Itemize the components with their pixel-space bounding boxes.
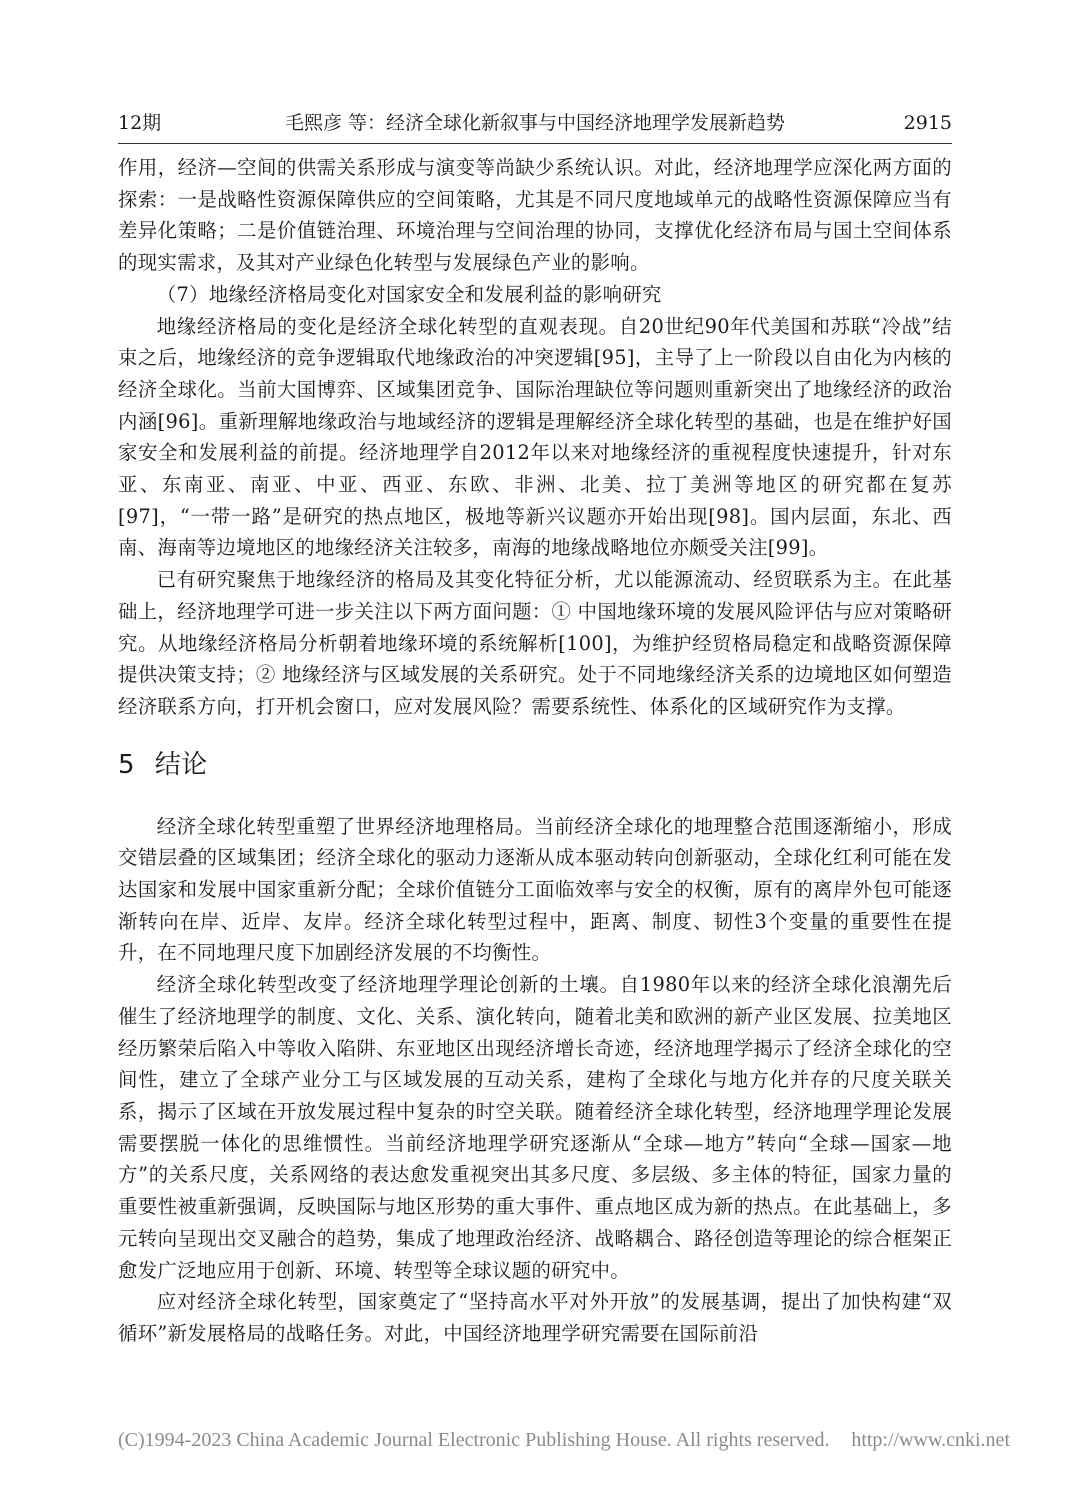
section-title: 结论 xyxy=(154,749,208,780)
paragraph-conclusion-1: 经济全球化转型重塑了世界经济地理格局。当前经济全球化的地理整合范围逐渐缩小，形成交错层叠的区域集团；经济全球化的驱动力逐渐从成本驱动转向创新驱动，全球化红利可能在发达国家和发展中国家重新分配；全球价值链分工面临效率与安全的权衡，原有的离岸外包可能逐渐转向在岸、近岸、友岸。经济全球化转型过程中，距离、制度、韧性3个变量的重要性在提升，在不同地理尺度下加剧经济发展的不均衡性。 xyxy=(118,814,952,965)
paragraph-conclusion-3: 应对经济全球化转型，国家奠定了“坚持高水平对外开放”的发展基调，提出了加快构建“双循环”新发展格局的战略任务。对此，中国经济地理学研究需要在国际前沿 xyxy=(118,1290,952,1345)
paragraph-geoeconomics: 地缘经济格局的变化是经济全球化转型的直观表现。自20世纪90年代美国和苏联“冷战”结束之后，地缘经济的竞争逻辑取代地缘政治的冲突逻辑[95]，主导了上一阶段以自由化为内核的经济全球化。当前大国博弈、区域集团竞争、国际治理缺位等问题则重新突出了地缘经济的政治内涵[96]。重新理解地缘政治与地域经济的逻辑是理解经济全球化转型的基础，也是在维护好国家安全和发展利益的前提。经济地理学自2012年以来对地缘经济的重视程度快速提升，针对东亚、东南亚、南亚、中亚、西亚、东欧、非洲、北美、拉丁美洲等地区的研究都在复苏[97]，“一带一路”是研究的热点地区，极地等新兴议题亦开始出现[98]。国内层面，东北、西南、海南等边境地区的地缘经济关注较多，南海的地缘战略地位亦颇受关注[99]。 xyxy=(118,314,952,560)
running-title: 毛熙彦 等：经济全球化新叙事与中国经济地理学发展新趋势 xyxy=(284,112,786,134)
section-number: 5 xyxy=(118,749,135,780)
page-number: 2915 xyxy=(903,112,952,134)
article-body xyxy=(118,152,952,1350)
header-rule xyxy=(118,143,952,144)
publisher-url[interactable]: http://www.cnki.net xyxy=(851,1429,1010,1451)
issue-label: 12期 xyxy=(118,112,162,134)
copyright-notice: (C)1994-2023 China Academic Journal Electronic Publishing House. All rights reserved. xyxy=(118,1429,830,1451)
paragraph-conclusion-2: 经济全球化转型改变了经济地理学理论创新的土壤。自1980年以来的经济全球化浪潮先后催生了经济地理学的制度、文化、关系、演化转向，随着北美和欧洲的新产业区发展、拉美地区经历繁荣后陷入中等收入陷阱、东亚地区出现经济增长奇迹，经济地理学揭示了经济全球化的空间性，建立了全球产业分工与区域发展的互动关系，建构了全球化与地方化并存的尺度关联关系，揭示了区域在开放发展过程中复杂的时空关联。随着经济全球化转型，经济地理学理论发展需要摆脱一体化的思维惯性。当前经济地理学研究逐渐从“全球—地方”转向“全球—国家—地方”的关系尺度，关系网络的表达愈发重视突出其多尺度、多层级、多主体的特征，国家力量的重要性被重新强调，反映国际与地区形势的重大事件、重点地区成为新的热点。在此基础上，多元转向呈现出交叉融合的趋势，集成了地理政治经济、战略耦合、路径创造等理论的综合框架正愈发广泛地应用于创新、环境、转型等全球议题的研究中。 xyxy=(118,973,952,1282)
paragraph-continued: 作用，经济—空间的供需关系形成与演变等尚缺少系统认识。对此，经济地理学应深化两方面的探索：一是战略性资源保障供应的空间策略，尤其是不同尺度地域单元的战略性资源保障应当有差异化策略；二是价值链治理、环境治理与空间治理的协同，支撑优化经济布局与国土空间体系的现实需求，及其对产业绿色化转型与发展绿色产业的影响。 xyxy=(118,156,952,275)
paragraph-research-focus: 已有研究聚焦于地缘经济的格局及其变化特征分析，尤以能源流动、经贸联系为主。在此基础上，经济地理学可进一步关注以下两方面问题：① 中国地缘环境的发展风险评估与应对策略研究。从地缘经济格局分析朝着地缘环境的系统解析[100]，为维护经贸格局稳定和战略资源保障提供决策支持；② 地缘经济与区域发展的关系研究。处于不同地缘经济关系的边境地区如何塑造经济联系方向，打开机会窗口，应对发展风险？需要系统性、体系化的区域研究作为支撑。 xyxy=(118,568,952,718)
running-header xyxy=(118,108,952,138)
subsection-heading-7: （7）地缘经济格局变化对国家安全和发展利益的影响研究 xyxy=(156,282,662,306)
section-heading-conclusion xyxy=(118,745,952,785)
